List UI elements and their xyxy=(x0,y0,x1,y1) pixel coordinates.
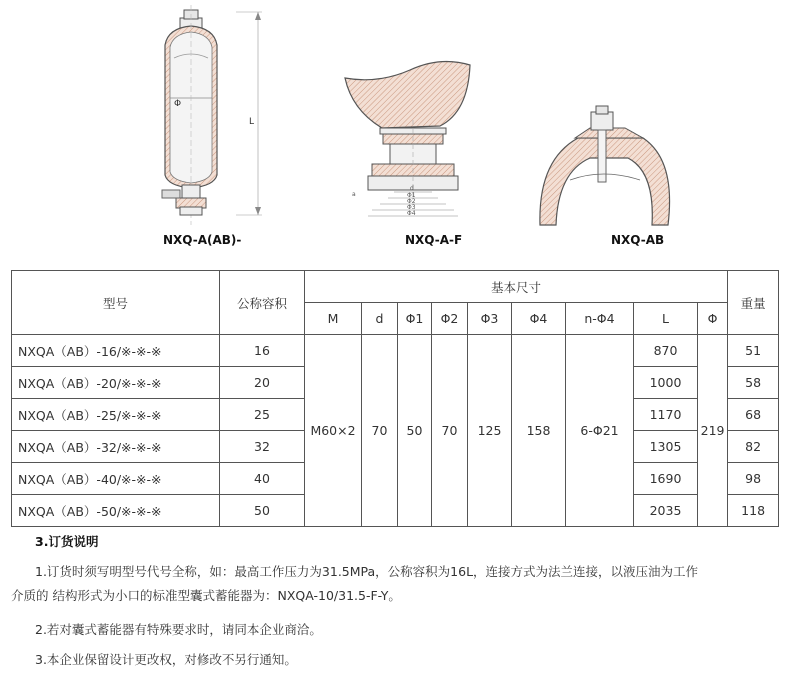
cell-volume: 32 xyxy=(220,431,305,463)
cell-model: NXQA（AB）-16/※-※-※ xyxy=(12,335,220,367)
header-dims: 基本尺寸 xyxy=(305,271,728,303)
note-2: 2.若对囊式蓄能器有特殊要求时，请同本企业商洽。 xyxy=(35,622,322,637)
note-3: 3.本企业保留设计更改权，对修改不另行通知。 xyxy=(35,652,297,667)
cell-M: M60×2 xyxy=(305,335,362,527)
cell-L: 1305 xyxy=(634,431,698,463)
drawing-label-phi2: Φ2 xyxy=(407,198,416,205)
cell-model: NXQA（AB）-20/※-※-※ xyxy=(12,367,220,399)
accumulator-full-drawing xyxy=(162,5,262,225)
valve-section-drawing xyxy=(540,106,670,225)
drawing-label-a: a xyxy=(352,191,356,198)
drawing-label-phi3: Φ3 xyxy=(407,204,416,211)
subheader-n-phi4: n-Φ4 xyxy=(566,303,634,335)
cell-n-phi4: 6-Φ21 xyxy=(566,335,634,527)
cell-weight: 82 xyxy=(728,431,779,463)
cell-L: 1000 xyxy=(634,367,698,399)
subheader-L: L xyxy=(634,303,698,335)
caption-left: NXQ-A(AB)- xyxy=(163,233,242,247)
note-1-line-1: 1.订货时须写明型号代号全称，如：最高工作压力为31.5MPa，公称容积为16L，连接方式为法兰连接，以液压油为工作 xyxy=(35,564,699,579)
table-header-row xyxy=(12,271,779,303)
caption-middle: NXQ-A-F xyxy=(405,233,463,247)
header-model: 型号 xyxy=(12,271,220,335)
cell-weight: 118 xyxy=(728,495,779,527)
cell-L: 1690 xyxy=(634,463,698,495)
drawing-label-L: L xyxy=(249,117,255,127)
cell-weight: 58 xyxy=(728,367,779,399)
subheader-phi1: Φ1 xyxy=(398,303,432,335)
drawing-label-phi4: Φ4 xyxy=(407,210,416,217)
subheader-phi2: Φ2 xyxy=(432,303,468,335)
subheader-M: M xyxy=(305,303,362,335)
subheader-phi3: Φ3 xyxy=(468,303,512,335)
cell-weight: 51 xyxy=(728,335,779,367)
spec-table xyxy=(11,270,779,527)
drawing-label-phi1: Φ1 xyxy=(407,192,416,199)
cell-phi3: 125 xyxy=(468,335,512,527)
subheader-phi: Φ xyxy=(698,303,728,335)
cell-model: NXQA（AB）-50/※-※-※ xyxy=(12,495,220,527)
caption-right: NXQ-AB xyxy=(611,233,665,247)
drawing-label-d: d xyxy=(410,185,414,192)
header-volume: 公称容积 xyxy=(220,271,305,335)
header-weight: 重量 xyxy=(728,271,779,335)
cell-volume: 50 xyxy=(220,495,305,527)
cell-phi: 219 xyxy=(698,335,728,527)
drawing-label-phi: Φ xyxy=(174,99,182,109)
cell-volume: 20 xyxy=(220,367,305,399)
cell-phi4: 158 xyxy=(512,335,566,527)
cell-L: 1170 xyxy=(634,399,698,431)
cell-model: NXQA（AB）-25/※-※-※ xyxy=(12,399,220,431)
technical-drawings xyxy=(0,0,787,265)
note-1-line-2: 介质的 结构形式为小口的标准型囊式蓄能器为：NXQA-10/31.5-F-Y。 xyxy=(11,588,401,603)
notes-heading: 3.订货说明 xyxy=(35,534,99,549)
subheader-d: d xyxy=(362,303,398,335)
cell-phi1: 50 xyxy=(398,335,432,527)
cell-weight: 98 xyxy=(728,463,779,495)
cell-model: NXQA（AB）-32/※-※-※ xyxy=(12,431,220,463)
cell-weight: 68 xyxy=(728,399,779,431)
cell-volume: 40 xyxy=(220,463,305,495)
subheader-phi4: Φ4 xyxy=(512,303,566,335)
cell-volume: 25 xyxy=(220,399,305,431)
cell-L: 870 xyxy=(634,335,698,367)
table-row xyxy=(12,335,779,367)
cell-model: NXQA（AB）-40/※-※-※ xyxy=(12,463,220,495)
cell-volume: 16 xyxy=(220,335,305,367)
cell-L: 2035 xyxy=(634,495,698,527)
cell-phi2: 70 xyxy=(432,335,468,527)
cell-d: 70 xyxy=(362,335,398,527)
